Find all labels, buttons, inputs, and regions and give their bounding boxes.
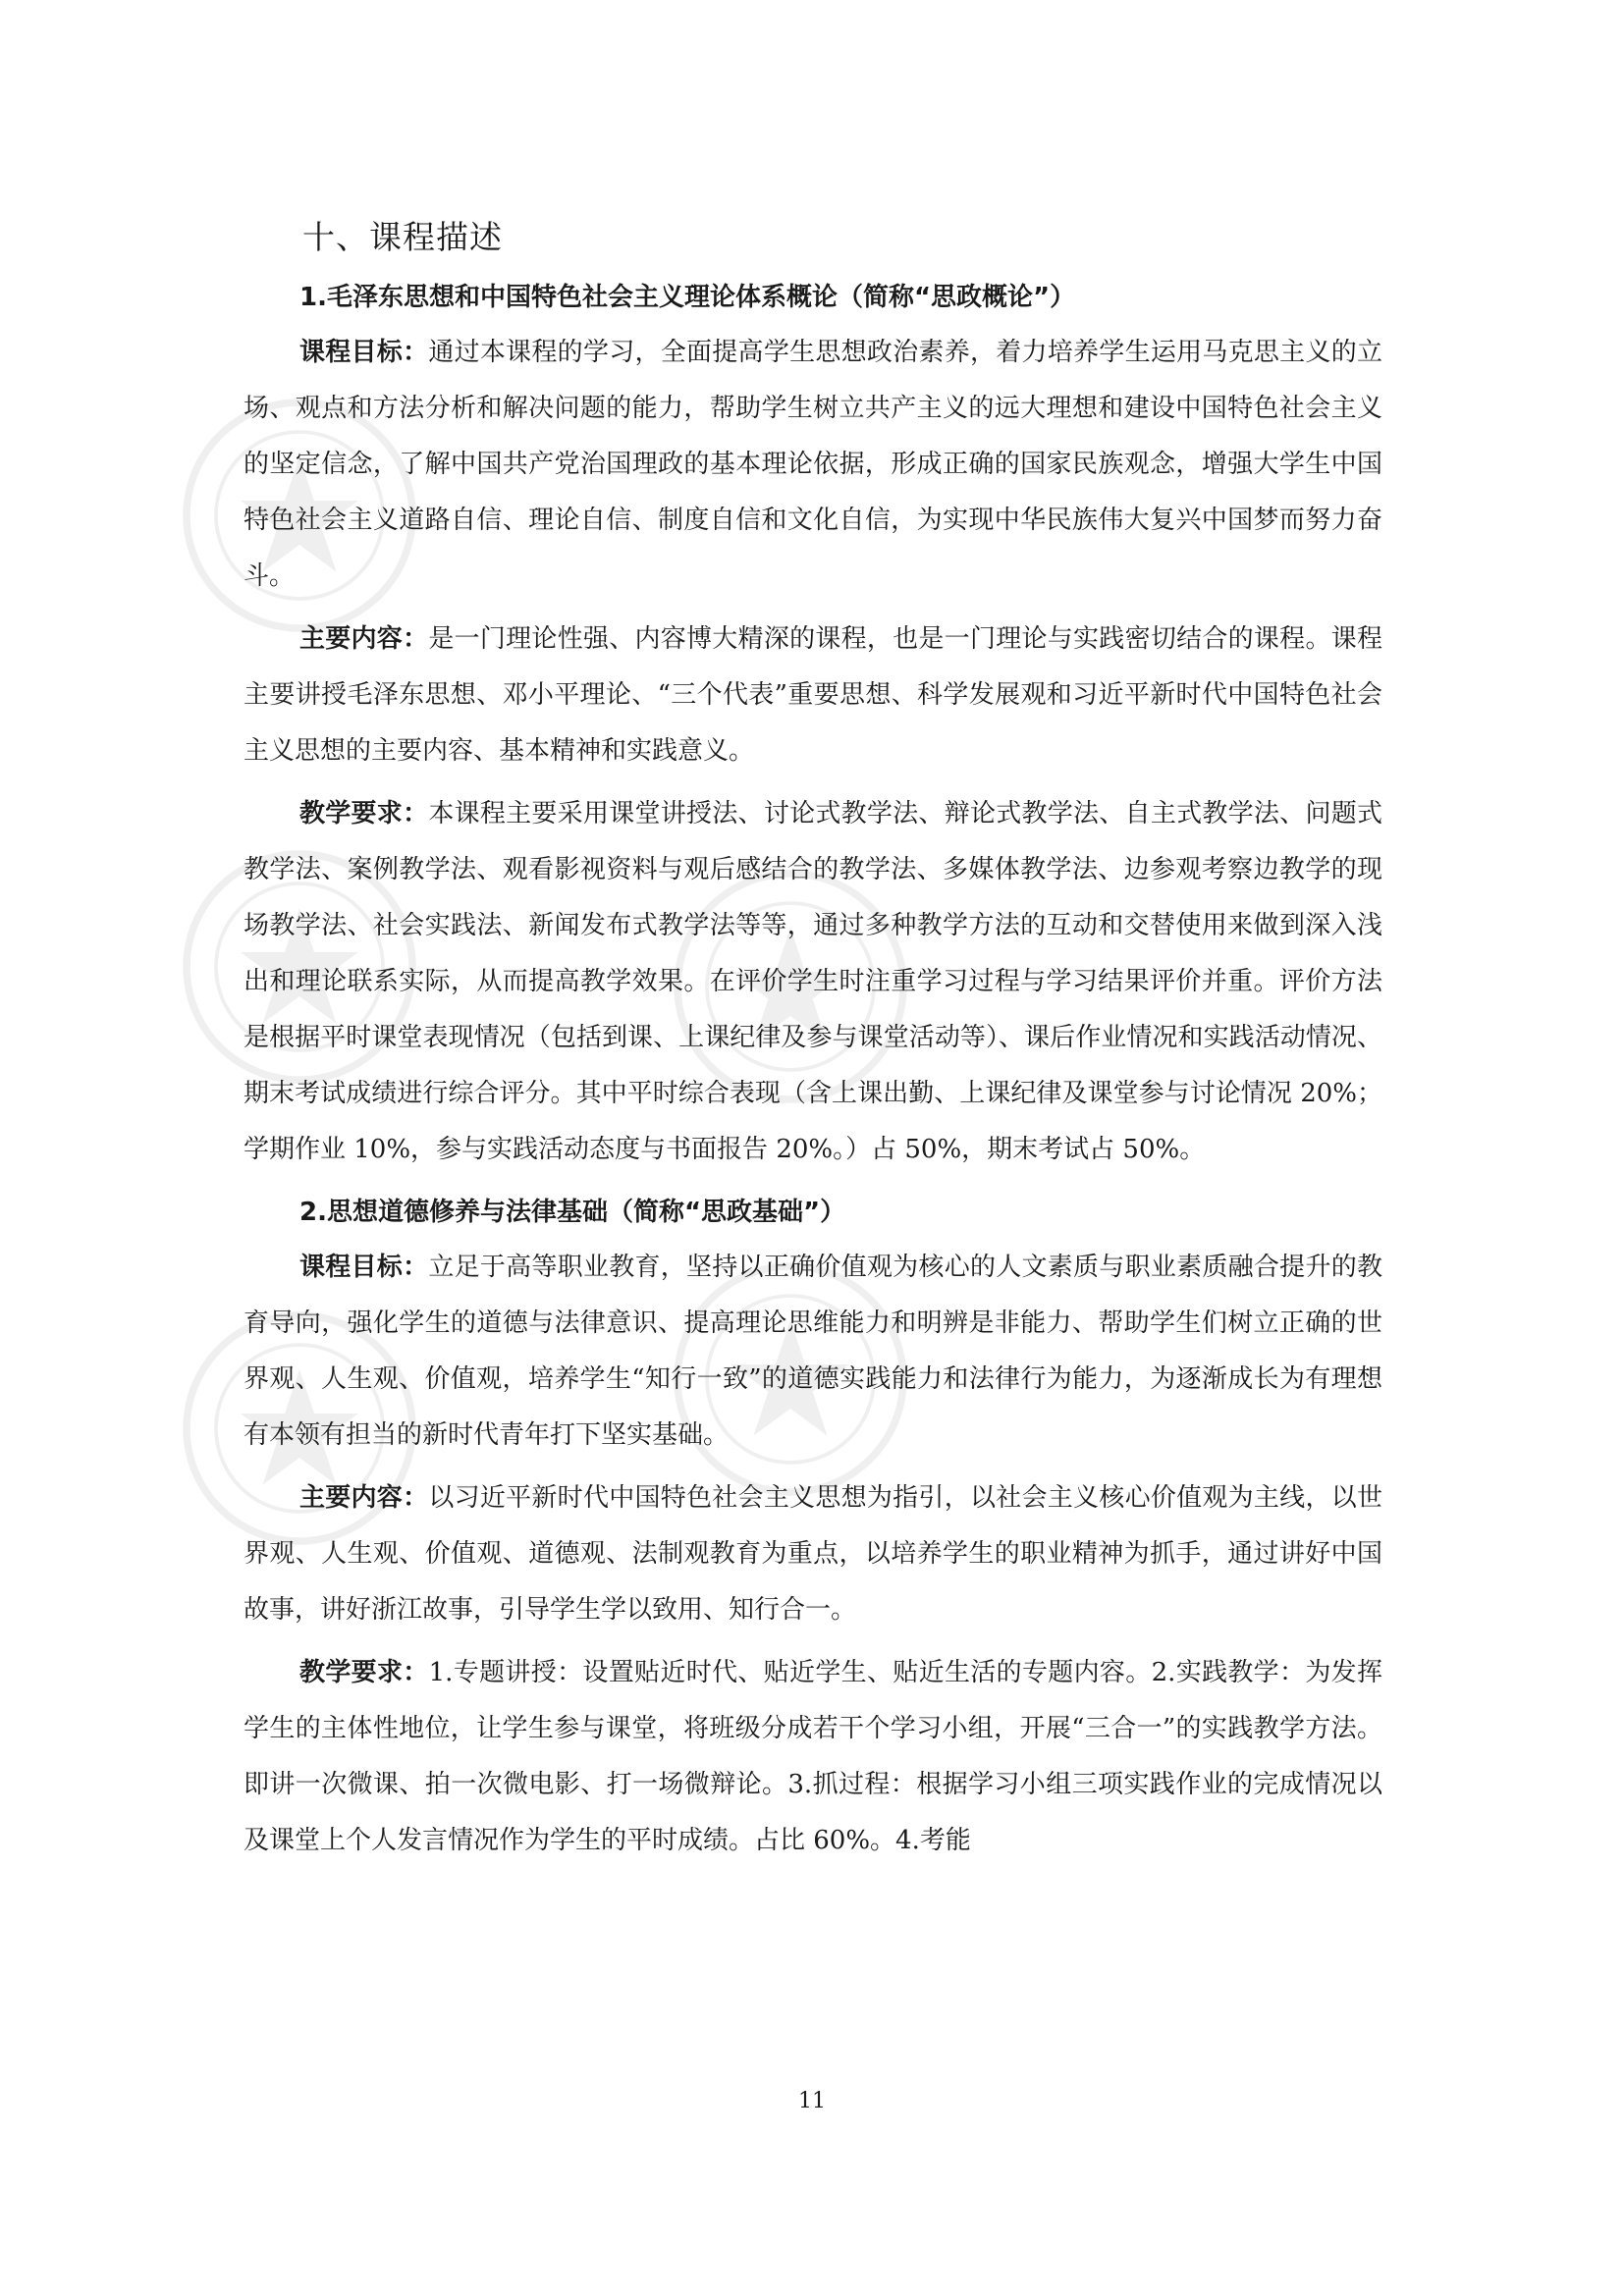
paragraph-label: 教学要求：: [299, 1658, 429, 1687]
teaching-requirements-paragraph: [244, 1645, 1382, 1869]
paragraph-text: 通过本课程的学习，全面提高学生思想政治素养，着力培养学生运用马克思主义的立场、观点和方法分析和解决问题的能力，帮助学生树立共产主义的远大理想和建设中国特色社会主义的坚定信念，了解中国共产党治国理政的基本理论依据，形成正确的国家民族观念，增强大学生中国特色社会主义道路自信、理论自信、制度自信和文化自信，为实现中华民族伟大复兴中国梦而努力奋斗。: [244, 338, 1382, 591]
paragraph-text: 以习近平新时代中国特色社会主义思想为指引，以社会主义核心价值观为主线，以世界观、人生观、价值观、道德观、法制观教育为重点，以培养学生的职业精神为抓手，通过讲好中国故事，讲好浙江故事，引导学生学以致用、知行合一。: [244, 1483, 1382, 1625]
paragraph-text: 立足于高等职业教育，坚持以正确价值观为核心的人文素质与职业素质融合提升的教育导向，强化学生的道德与法律意识、提高理论思维能力和明辨是非能力、帮助学生们树立正确的世界观、人生观、价值观，培养学生“知行一致”的道德实践能力和法律行为能力，为逐渐成长为有理想有本领有担当的新时代青年打下坚实基础。: [244, 1253, 1382, 1450]
course-section-1: [244, 270, 1382, 1178]
paragraph-label: 主要内容：: [299, 1483, 429, 1513]
teaching-requirements-paragraph: [244, 786, 1382, 1178]
paragraph-label: 教学要求：: [299, 799, 429, 828]
course-content-paragraph: [244, 612, 1382, 779]
paragraph-label: 课程目标：: [299, 1253, 429, 1282]
section-title: 十、课程描述: [302, 218, 503, 256]
course-title: 1.毛泽东思想和中国特色社会主义理论体系概论（简称“思政概论”）: [299, 283, 1076, 312]
paragraph-label: 主要内容：: [299, 624, 429, 654]
paragraph-text: 本课程主要采用课堂讲授法、讨论式教学法、辩论式教学法、自主式教学法、问题式教学法、案例教学法、观看影视资料与观后感结合的教学法、多媒体教学法、边参观考察边教学的现场教学法、社会实践法、新闻发布式教学法等等，通过多种教学方法的互动和交替使用来做到深入浅出和理论联系实际，从而提高教学效果。在评价学生时注重学习过程与学习结果评价并重。评价方法是根据平时课堂表现情况（包括到课、上课纪律及参与课堂活动等）、课后作业情况和实践活动情况、期末考试成绩进行综合评分。其中平时综合表现（含上课出勤、上课纪律及课堂参与讨论情况 20%；学期作业 10%，参与实践活动态度与书面报告 20%。）占 50%，期末考试占 50%。: [244, 799, 1382, 1164]
course-objective-paragraph: [244, 1240, 1382, 1464]
paragraph-text: 是一门理论性强、内容博大精深的课程，也是一门理论与实践密切结合的课程。课程主要讲授毛泽东思想、邓小平理论、“三个代表”重要思想、科学发展观和习近平新时代中国特色社会主义思想的主要内容、基本精神和实践意义。: [244, 624, 1382, 766]
paragraph-text: 1.专题讲授：设置贴近时代、贴近学生、贴近生活的专题内容。2.实践教学：为发挥学生的主体性地位，让学生参与课堂，将班级分成若干个学习小组，开展“三合一”的实践教学方法。即讲一次微课、拍一次微电影、打一场微辩论。3.抓过程：根据学习小组三项实践作业的完成情况以及课堂上个人发言情况作为学生的平时成绩。占比 60%。4.考能: [244, 1658, 1382, 1855]
course-title: 2.思想道德修养与法律基础（简称“思政基础”）: [299, 1198, 846, 1227]
paragraph-label: 课程目标：: [299, 338, 429, 367]
course-objective-paragraph: [244, 325, 1382, 605]
course-section-2: [244, 1185, 1382, 1869]
document-body: [244, 196, 1382, 1876]
page-number: 11: [798, 2089, 826, 2113]
course-content-paragraph: [244, 1470, 1382, 1638]
